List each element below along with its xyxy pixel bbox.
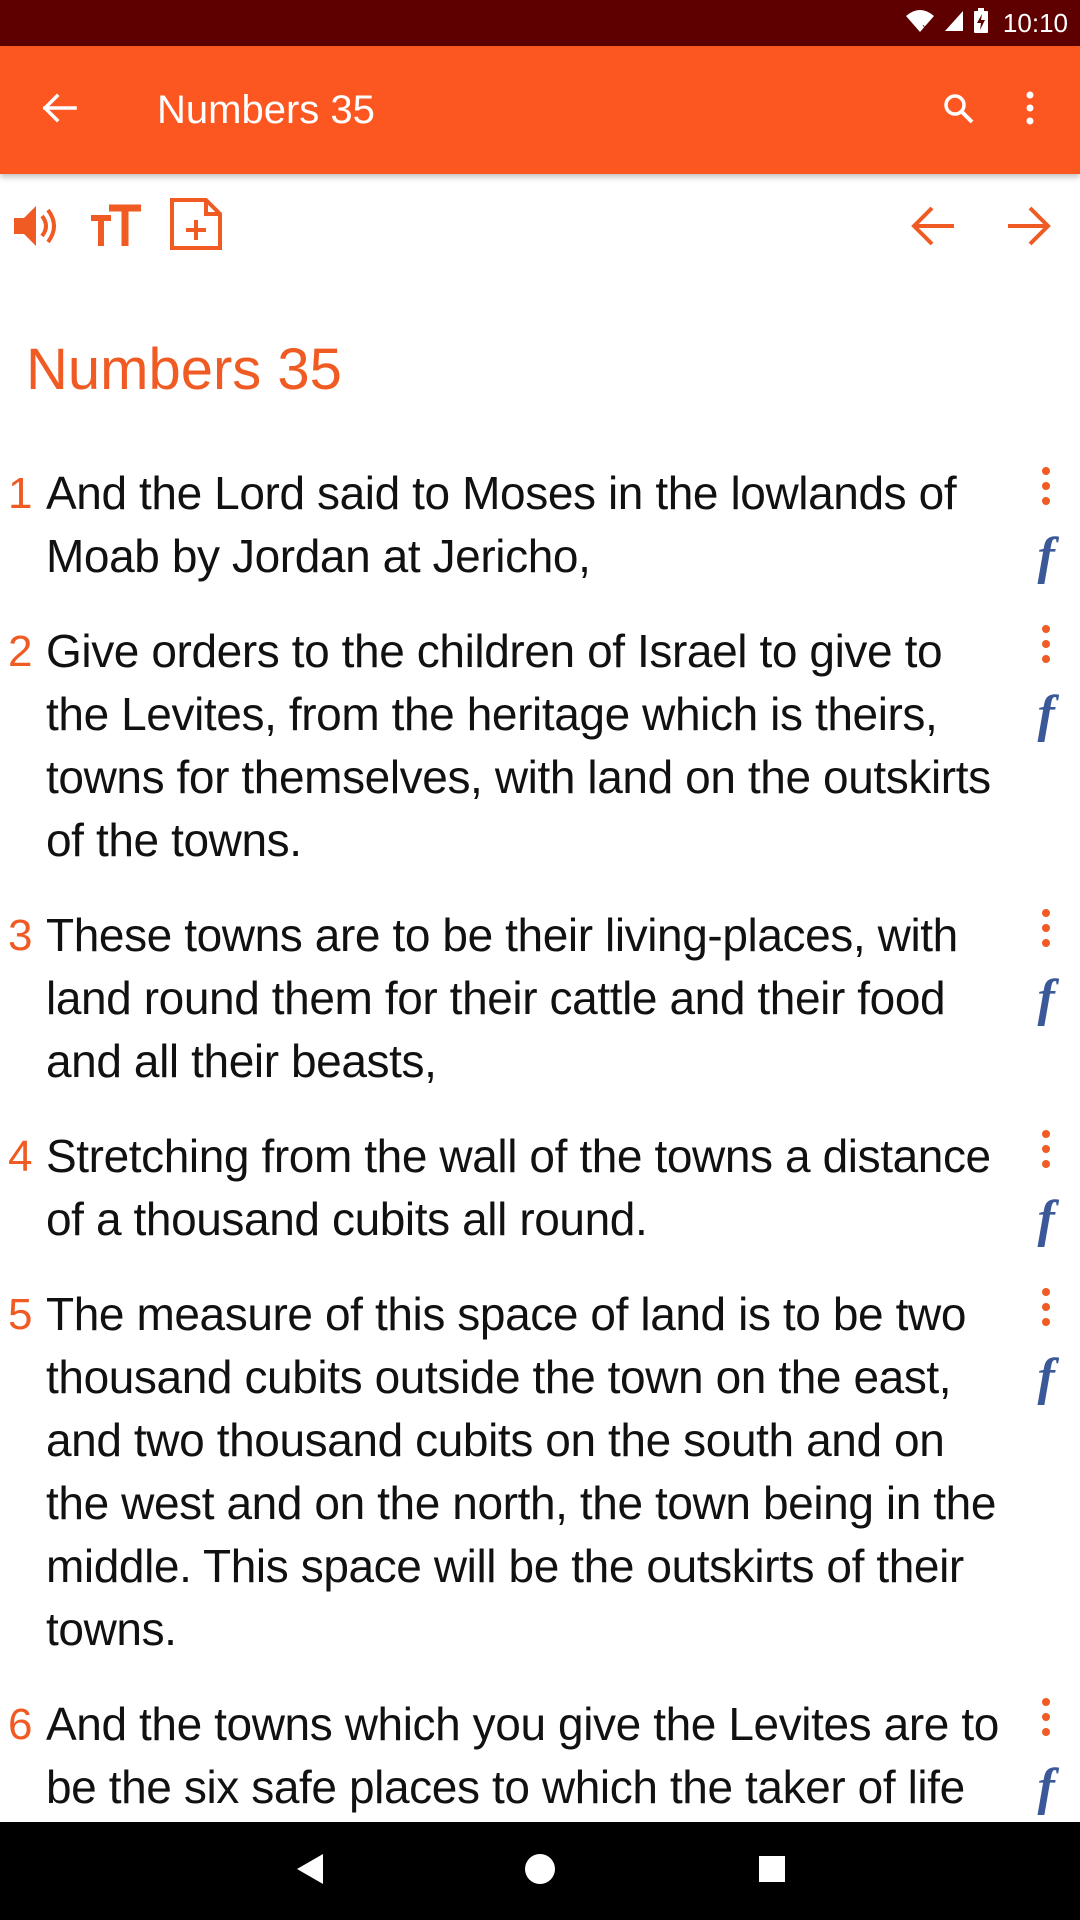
nav-recents-button[interactable] <box>742 1841 802 1901</box>
svg-text:x: x <box>921 22 928 33</box>
nav-back-button[interactable] <box>280 1841 340 1901</box>
facebook-share-button[interactable] <box>1026 1345 1066 1409</box>
more-vert-icon <box>1041 617 1051 680</box>
facebook-icon: f <box>1037 1758 1055 1816</box>
verse-text: And the Lord said to Moses in the lowlands of Moab by Jordan at Jericho, <box>46 467 957 582</box>
system-nav-bar <box>0 1822 1080 1920</box>
verse-more-button[interactable] <box>1026 462 1066 518</box>
status-icons <box>905 0 1068 46</box>
verse-number: 1 <box>8 469 33 518</box>
battery-icon <box>973 8 989 39</box>
nav-home-button[interactable] <box>510 1841 570 1901</box>
prev-arrow-icon <box>912 206 956 251</box>
verse-more-button[interactable] <box>1026 1125 1066 1181</box>
more-vert-icon <box>1041 901 1051 964</box>
verse-1[interactable] <box>0 462 1080 588</box>
verse-number: 3 <box>8 911 33 960</box>
more-vert-icon <box>1041 1122 1051 1185</box>
verse-4[interactable] <box>0 1125 1080 1251</box>
speaker-icon <box>12 204 60 253</box>
search-icon <box>942 92 974 129</box>
facebook-icon: f <box>1037 1190 1055 1248</box>
verse-text: These towns are to be their living-places, with land round them for their cattle and their food and all their beasts, <box>46 909 958 1087</box>
verse-number: 6 <box>8 1700 33 1749</box>
verse-text: And the towns which you give the Levites are to be the six safe places to which the taker of life <box>46 1698 999 1813</box>
wifi-icon <box>905 8 935 39</box>
verse-2[interactable] <box>0 620 1080 872</box>
verse-actions <box>1026 1283 1066 1409</box>
text-size-icon <box>89 204 143 253</box>
text-size-button[interactable] <box>86 200 146 256</box>
verse-more-button[interactable] <box>1026 620 1066 676</box>
facebook-share-button[interactable] <box>1026 524 1066 588</box>
next-arrow-icon <box>1006 206 1050 251</box>
verse-number: 5 <box>8 1290 33 1339</box>
more-vert-icon <box>1025 91 1035 130</box>
verse-number: 4 <box>8 1132 33 1181</box>
back-triangle-icon <box>295 1852 325 1891</box>
status-bar <box>0 0 1080 46</box>
facebook-icon: f <box>1037 969 1055 1027</box>
more-vert-icon <box>1041 1690 1051 1753</box>
verse-actions <box>1026 620 1066 746</box>
facebook-share-button[interactable] <box>1026 966 1066 1030</box>
verse-more-button[interactable] <box>1026 904 1066 960</box>
verse-more-button[interactable] <box>1026 1693 1066 1749</box>
chapter-heading: Numbers 35 <box>26 337 342 402</box>
verse-3[interactable] <box>0 904 1080 1093</box>
more-vert-icon <box>1041 459 1051 522</box>
home-circle-icon <box>523 1852 557 1891</box>
verse-text: The measure of this space of land is to be two thousand cubits outside the town on the east, and two thousand cubits on the south and on the west and on the north, the town being in the middle. This space will be the outskirts of their towns. <box>46 1288 997 1655</box>
verse-actions <box>1026 1125 1066 1251</box>
reader-toolbar <box>0 176 1080 276</box>
add-note-icon <box>168 196 224 257</box>
facebook-share-button[interactable] <box>1026 1755 1066 1819</box>
previous-chapter-button[interactable] <box>906 200 962 256</box>
facebook-share-button[interactable] <box>1026 682 1066 746</box>
facebook-icon: f <box>1037 1348 1055 1406</box>
recents-square-icon <box>757 1854 787 1889</box>
verse-actions <box>1026 462 1066 588</box>
verse-more-button[interactable] <box>1026 1283 1066 1339</box>
facebook-icon: f <box>1037 527 1055 585</box>
signal-icon <box>943 9 965 38</box>
more-options-button[interactable] <box>1000 80 1060 140</box>
verse-actions <box>1026 1693 1066 1819</box>
verse-list <box>0 462 1080 1822</box>
verse-text: Give orders to the children of Israel to give to the Levites, from the heritage which is theirs, towns for themselves, with land on the outskirts of the towns. <box>46 625 991 866</box>
speaker-button[interactable] <box>8 200 64 256</box>
back-button[interactable] <box>30 80 90 140</box>
app-title: Numbers 35 <box>157 88 375 132</box>
verse-5[interactable] <box>0 1283 1080 1661</box>
verse-number: 2 <box>8 627 33 676</box>
back-arrow-icon <box>43 94 77 127</box>
verse-actions <box>1026 904 1066 1030</box>
verse-text: Stretching from the wall of the towns a distance of a thousand cubits all round. <box>46 1130 991 1245</box>
status-time: 10:10 <box>1002 7 1068 38</box>
app-bar <box>0 46 1080 174</box>
add-note-button[interactable] <box>166 196 226 256</box>
search-button[interactable] <box>928 80 988 140</box>
facebook-share-button[interactable] <box>1026 1187 1066 1251</box>
more-vert-icon <box>1041 1280 1051 1343</box>
next-chapter-button[interactable] <box>1000 200 1056 256</box>
facebook-icon: f <box>1037 685 1055 743</box>
